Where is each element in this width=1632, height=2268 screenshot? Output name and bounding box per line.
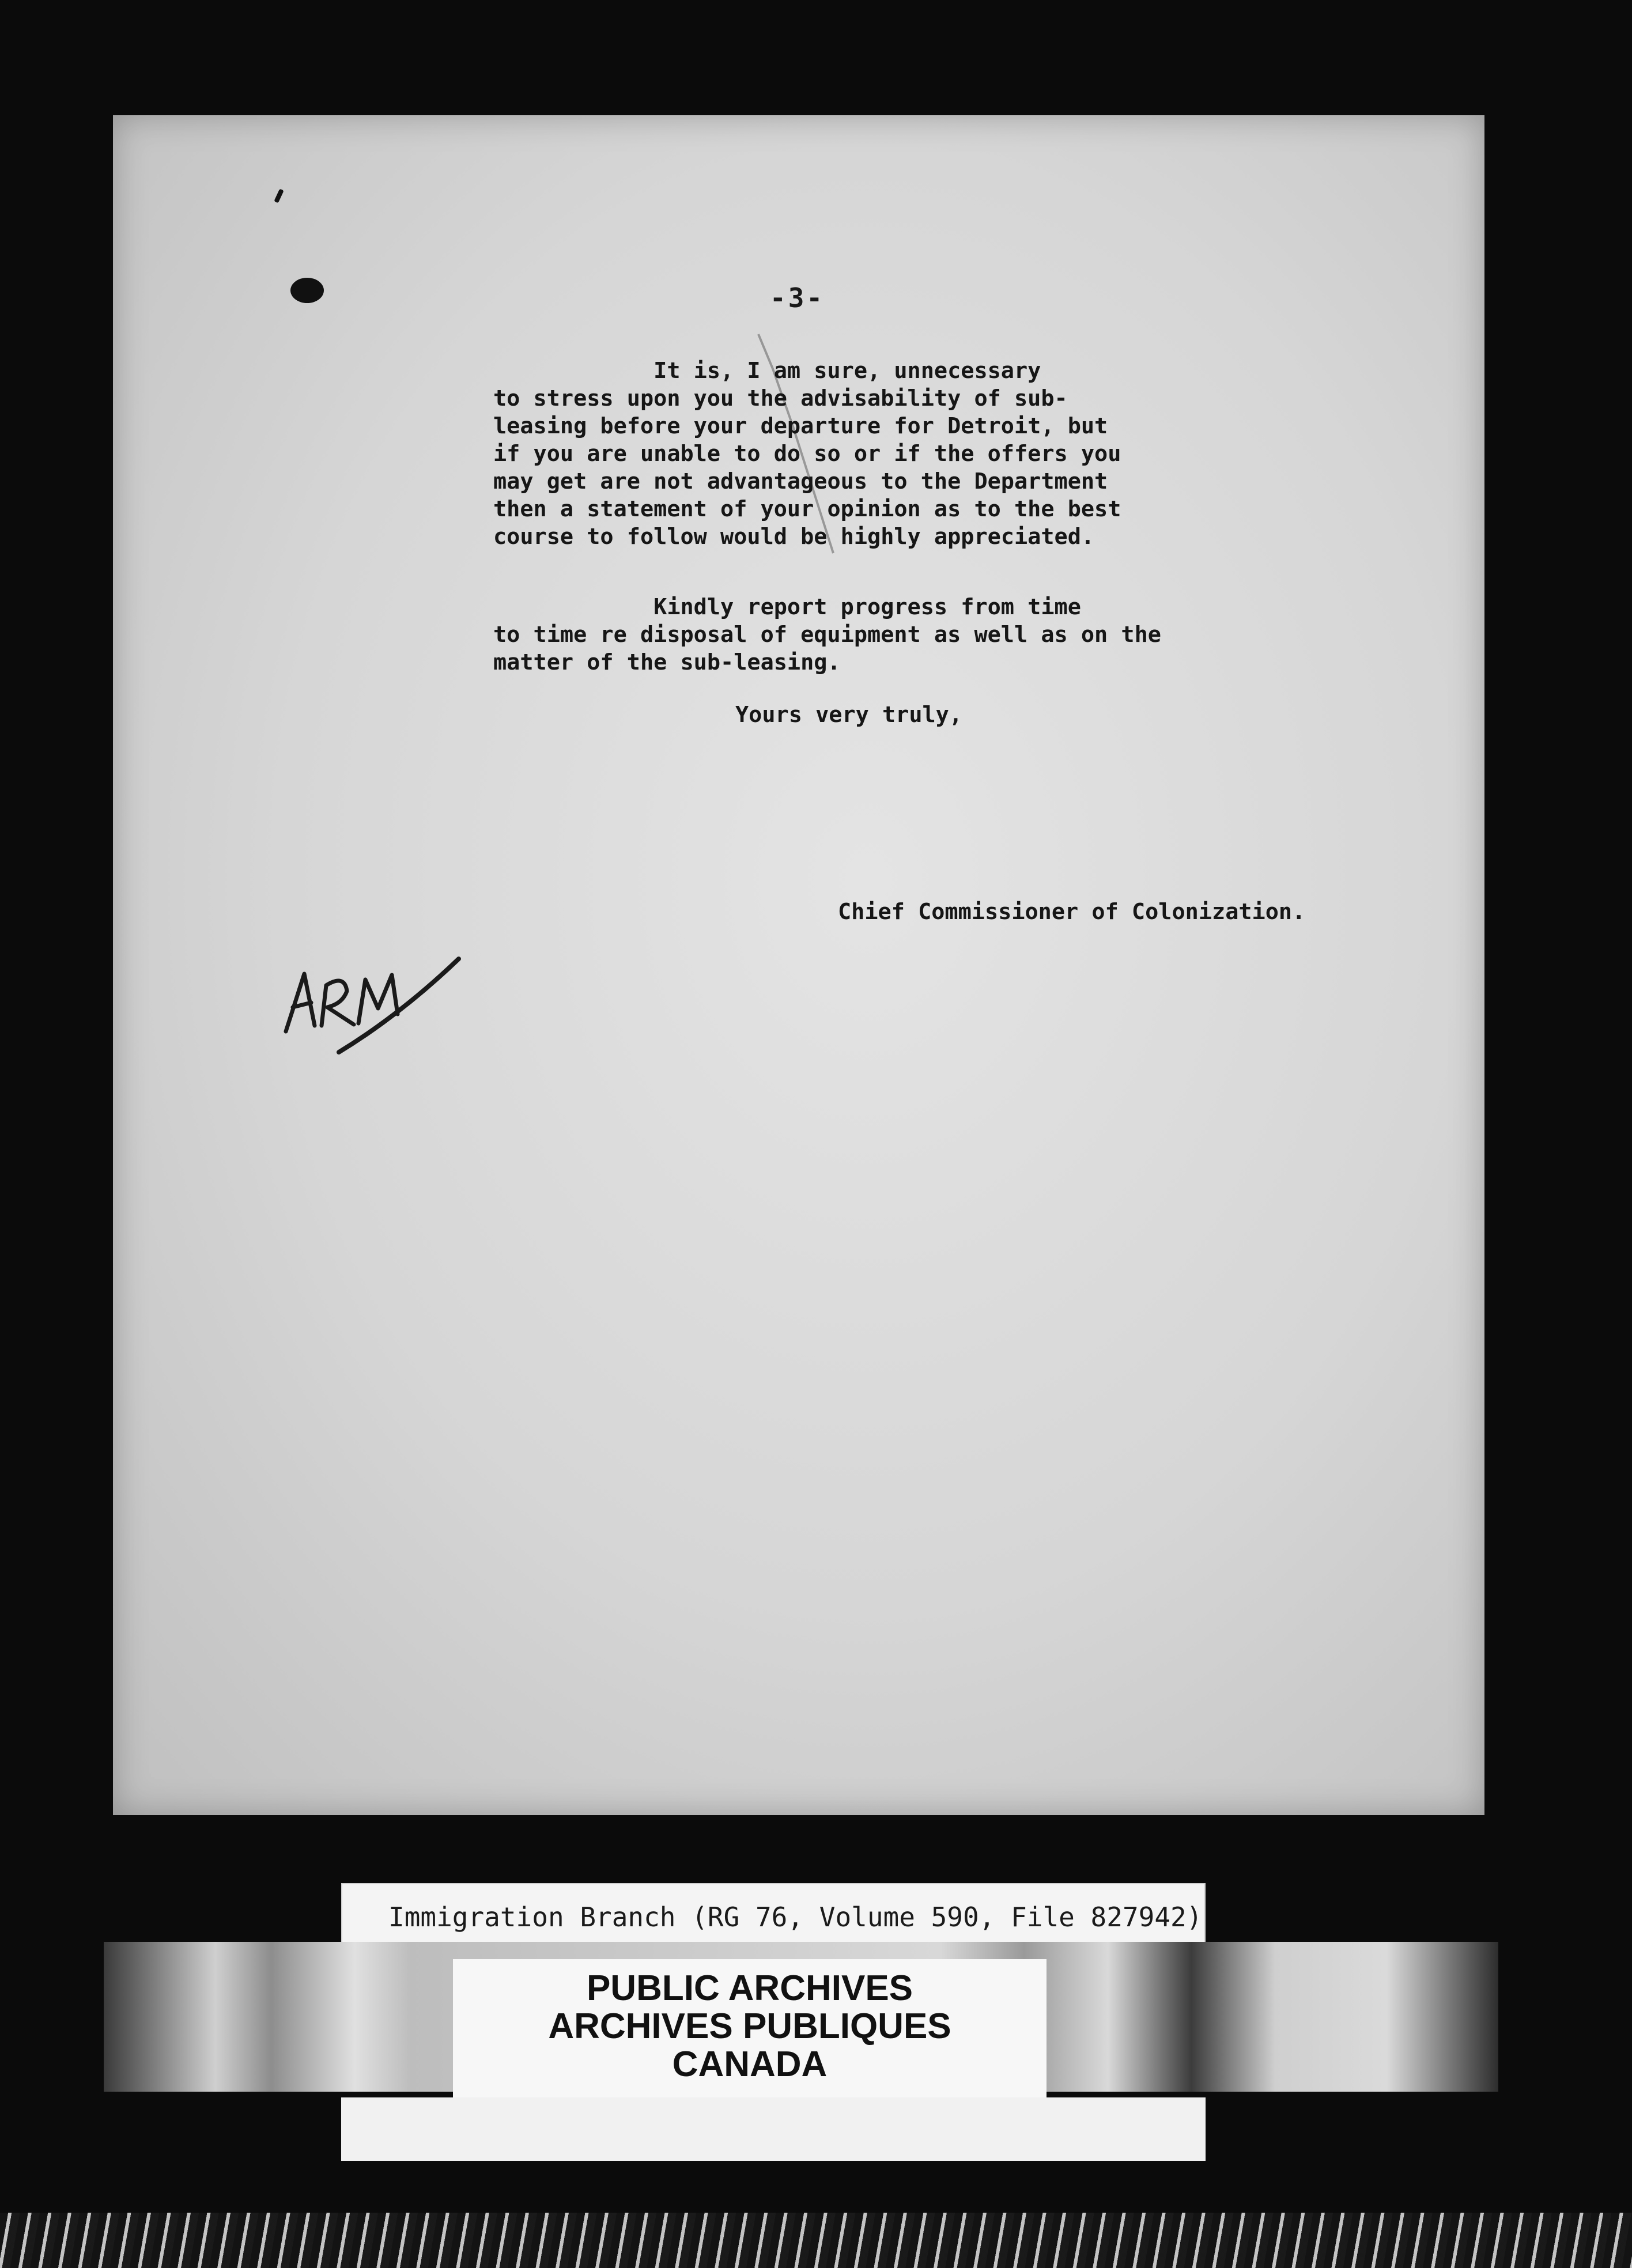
ink-mark: [274, 188, 284, 203]
handwritten-initials-signature: [274, 910, 470, 1060]
film-edge-border: [0, 2213, 1632, 2268]
stamp-line-3: CANADA: [672, 2044, 828, 2084]
letter-page: [113, 115, 1484, 1815]
punch-hole-mark: [290, 278, 324, 303]
body-paragraph-1: It is, I am sure, unnecessary to stress upon you the advisability of sub- leasing before your departure for Detroit, but if you are unable to do so or if the offers you may get are not advantageous to the Department then a statement of your opinion as to the best course to follow would be highly appreciated.: [493, 358, 1121, 550]
signature-title: Chief Commissioner of Colonization.: [838, 899, 1306, 925]
closing-salutation: Yours very truly,: [735, 702, 963, 728]
body-paragraph-2: Kindly report progress from time to time re disposal of equipment as well as on the matter of the sub-leasing.: [493, 594, 1161, 675]
stamp-line-2: ARCHIVES PUBLIQUES: [548, 2006, 951, 2046]
page-number: -3-: [770, 282, 825, 313]
blank-label-strip: [341, 2097, 1206, 2161]
stamp-line-1: PUBLIC ARCHIVES: [586, 1968, 913, 2008]
archive-reference-text: Immigration Branch (RG 76, Volume 590, File 827942): [388, 1902, 1203, 1933]
public-archives-stamp: [453, 1959, 1047, 2103]
